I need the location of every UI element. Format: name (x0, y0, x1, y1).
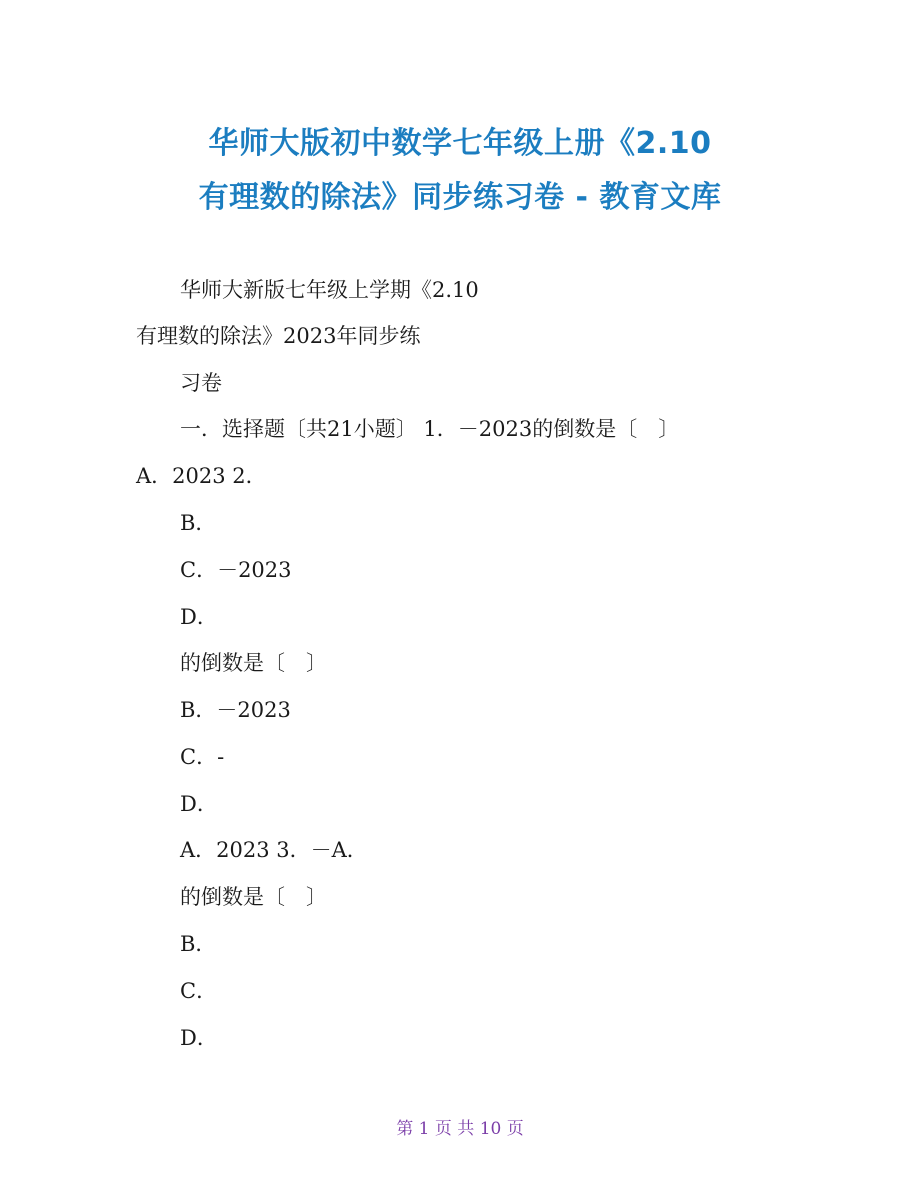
option-line: D． (180, 1026, 218, 1050)
option-line: D． (180, 792, 218, 816)
option-line: B． (180, 511, 217, 535)
body-line-3: 习卷 (180, 371, 222, 395)
document-title-line-2: 有理数的除法》同步练习卷 - 教育文库 (198, 180, 722, 215)
question-1-line: 一．选择题〔共21小题〕 1．－2023的倒数是〔 〕 (180, 417, 680, 441)
option-line: A．2023 2． (136, 464, 267, 488)
body-line-2: 有理数的除法》2023年同步练 (136, 324, 421, 348)
option-line: C．－2023 (180, 558, 292, 582)
option-line: C．- (180, 745, 225, 769)
option-line: C． (180, 979, 218, 1003)
option-line: B． (180, 932, 217, 956)
option-line: A．2023 3．－A． (180, 838, 368, 862)
document-title-line-1: 华师大版初中数学七年级上册《2.10 (208, 126, 712, 161)
page-number-footer: 第 1 页 共 10 页 (396, 1119, 524, 1139)
option-line: D． (180, 605, 218, 629)
question-2-line: 的倒数是〔 〕 (180, 651, 327, 675)
body-line-1: 华师大新版七年级上学期《2.10 (180, 278, 479, 302)
question-3-line: 的倒数是〔 〕 (180, 885, 327, 909)
option-line: B．－2023 (180, 698, 291, 722)
